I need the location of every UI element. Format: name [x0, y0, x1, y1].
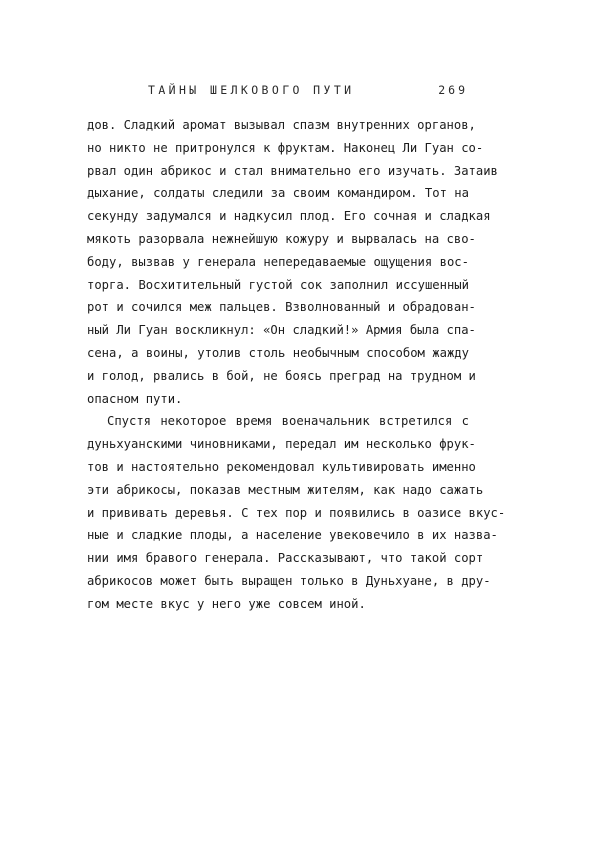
text-line: секунду задумался и надкусил плод. Его сочная и сладкая	[87, 209, 491, 224]
text-line: дыхание, солдаты следили за своим командиром. Тот на	[87, 186, 469, 201]
text-line: и голод, рвались в бой, не боясь преград на трудном и	[87, 368, 476, 383]
paragraph-1	[87, 114, 498, 410]
text-line: рот и сочился меж пальцев. Взволнованный и обрадован-	[87, 300, 476, 315]
text-line: нии имя бравого генерала. Рассказывают, что такой сорт	[87, 551, 484, 566]
running-head-title: ТАЙНЫ ШЕЛКОВОГО ПУТИ	[148, 83, 355, 97]
text-line: ные и сладкие плоды, а население увековечило в их назва-	[87, 528, 498, 543]
text-line: гом месте вкус у него уже совсем иной.	[87, 596, 366, 611]
text-line: боду, вызвав у генерала непередаваемые ощущения вос-	[87, 254, 469, 269]
running-head	[148, 83, 468, 99]
text-line: мякоть разорвала нежнейшую кожуру и вырвалась на сво-	[87, 231, 476, 246]
text-line: эти абрикосы, показав местным жителям, как надо сажать	[87, 482, 484, 497]
text-line: рвал один абрикос и стал внимательно его изучать. Затаив	[87, 163, 498, 178]
text-line: ный Ли Гуан воскликнул: «Он сладкий!» Армия была спа-	[87, 323, 476, 338]
text-line: дов. Сладкий аромат вызывал спазм внутренних органов,	[87, 118, 476, 132]
text-line: но никто не притронулся к фруктам. Наконец Ли Гуан со-	[87, 140, 484, 155]
paragraph-2	[87, 410, 506, 615]
text-line: и прививать деревья. С тех пор и появились в оазисе вкус-	[87, 505, 506, 520]
text-line: торга. Восхитительный густой сок заполнил иссушенный	[87, 277, 469, 292]
page-number: 269	[438, 83, 468, 97]
text-line: опасном пути.	[87, 391, 183, 406]
text-line: сена, а воины, утолив столь необычным способом жажду	[87, 345, 469, 360]
text-line: дуньхуанскими чиновниками, передал им несколько фрук-	[87, 437, 476, 452]
text-line: Спустя некоторое время военачальник встретился с	[107, 414, 469, 429]
body-text	[87, 114, 506, 616]
text-line: абрикосов может быть выращен только в Дуньхуане, в дру-	[87, 573, 491, 588]
text-line: тов и настоятельно рекомендовал культивировать именно	[87, 459, 476, 474]
